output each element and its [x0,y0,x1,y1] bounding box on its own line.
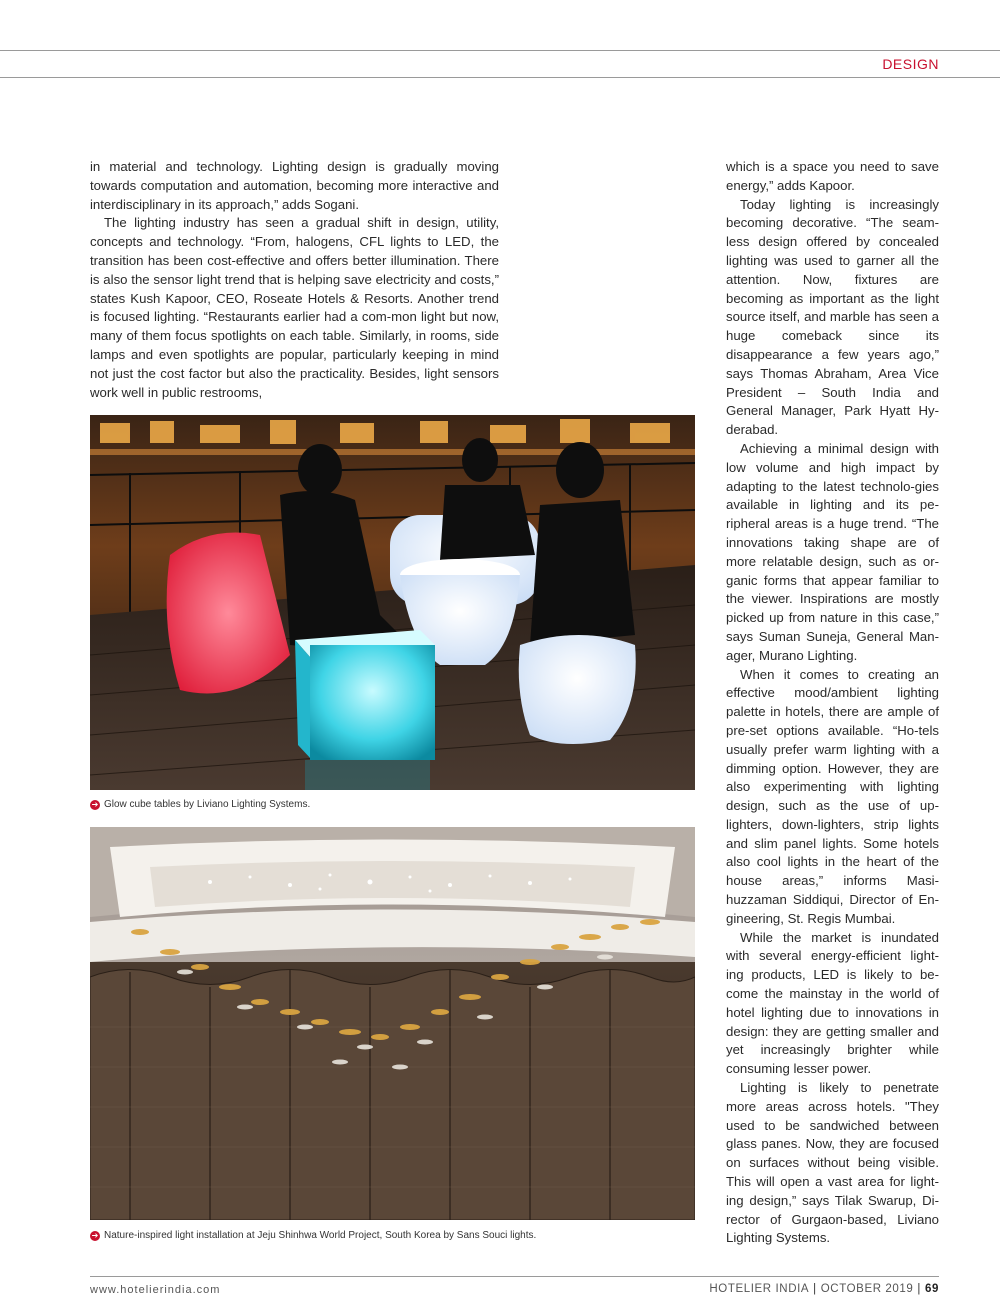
light-installation-photo [90,827,695,1220]
left-column [90,158,499,402]
right-paragraph-1: which is a space you need to save energy,” adds Kapoor. [726,159,939,193]
section-label: DESIGN [882,56,939,72]
footer-rule [90,1276,939,1277]
right-paragraph-4: When it comes to creating an effective mood/ambient lighting palette in hotels, there are ample of pre-set options available. “Ho-tels usually prefer warm lighting with a dimming option. However, they are also experimenting with lighting design, such as the use of up-lighters, down-lighters, strip lights and slim panel lights. Some hotels also cool lights in the heart of the house areas,” informs Masi-huzzaman Siddiqui, Director of En-gineering, St. Regis Mumbai. [726,666,939,926]
photo-caption-2 [90,1230,536,1241]
footer-folio [709,1283,939,1295]
left-paragraph-2: The lighting industry has seen a gradual shift in design, utility, concepts and technology. “From, halogens, CFL lights to LED, the transition has been cost-effective and offers better illumination. There is also the sensor light trend that is helping save electricity and costs,” states Kush Kapoor, CEO, Roseate Hotels & Resorts. Another trend is focused lighting. “Restaurants earlier had a com-mon light but now, many of them focus spotlights on each table. Similarly, in rooms, side lamps and even spotlights are popular, particularly keeping in mind not just the cost factor but also the practicality. Besides, light sensors work well in public restrooms, [90,215,499,400]
folio-separator: | [917,1283,921,1295]
right-paragraph-6: Lighting is likely to penetrate more areas across hotels. "They used to be sandwiched between glass panes. Now, they are focused on surfaces without being visible. This will open a vast area for light-ing design,” says Tilak Swarup, Di-rector of Gurgaon-based, Liviano Lighting Systems. [726,1080,939,1246]
right-paragraph-2: Today lighting is increasingly becoming decorative. “The seam-less design offered by concealed lighting was used to garner all the attention. Now, fixtures are becoming as important as the light source itself, and marble has seen a huge comeback since its disappearance a few years ago,” says Thomas Abraham, Area Vice President – South India and General Manager, Park Hyatt Hy-derabad. [726,196,939,438]
arrow-circle-icon: ➔ [91,1230,99,1240]
caption-text: Glow cube tables by Liviano Lighting Systems. [104,799,311,810]
right-paragraph-5: While the market is inundated with several energy-efficient light-ing products, LED is likely to be-come the mainstay in the world of hotel lighting due to innovations in design: they are getting smaller and yet increasingly brighter while consuming lesser power. [726,929,939,1077]
issue-date: OCTOBER 2019 [820,1283,914,1295]
photo-caption-1 [90,799,310,810]
right-column [726,158,939,1248]
right-paragraph-3: Achieving a minimal design with low volume and high impact by adapting to the latest technolo-gies available in lighting and its pe-ripheral areas is a huge trend. “The innovations taking shape are of more relatable design, such as or-ganic forms that appear familiar to the viewer. Inspirations are mostly picked up from nature in this case,” says Suman Suneja, General Man-ager, Murano Lighting. [726,440,939,663]
header-bottom-rule [0,77,1000,78]
caption-text: Nature-inspired light installation at Jeju Shinhwa World Project, South Korea by Sans Souci lights. [104,1230,537,1241]
publication-name: HOTELIER INDIA [709,1283,810,1295]
folio-separator: | [813,1283,817,1295]
left-paragraph-1: in material and technology. Lighting design is gradually moving towards computation and automation, becoming more interactive and interdisciplinary in its approach,” adds Sogani. [90,159,499,212]
header-top-rule [0,50,1000,51]
page-number: 69 [925,1283,939,1295]
footer-url-link[interactable]: www.hotelierindia.com [90,1284,221,1296]
arrow-circle-icon: ➔ [91,799,99,809]
glow-cube-photo [90,415,695,790]
